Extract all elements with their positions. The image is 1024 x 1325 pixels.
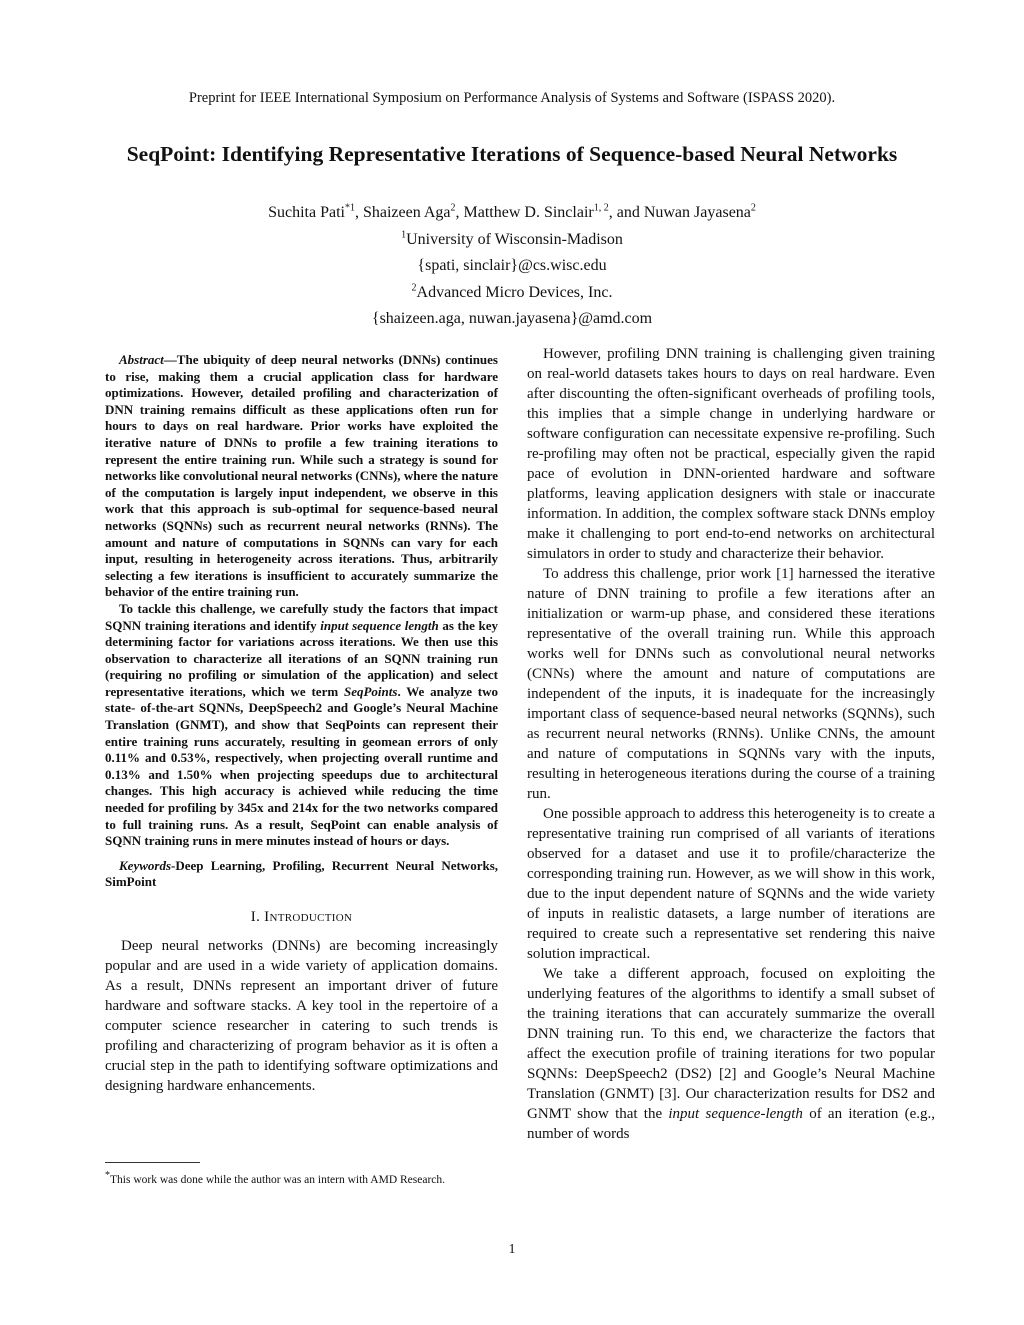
paragraph xyxy=(527,964,935,1144)
footnote-text: This work was done while the author was an intern with AMD Research. xyxy=(110,1174,446,1186)
affiliation-1 xyxy=(0,227,1024,254)
affiliation-mark: 1 xyxy=(401,229,407,241)
emphasis: SeqPoints xyxy=(343,683,398,699)
paragraph: To address this challenge, prior work [1] harnessed the iterative nature of DNN training to profile a few iterations after an initialization or warm-up phase, and considered these iterations representative of the overall training run. While this approach works well for DNNs such as convolutional neural networks (CNNs) where the amount and nature of computations are independent of the inputs, it is inadequate for the increasingly important class of sequence-based neural networks (SQNNs), such as recurrent neural networks (RNNs). Unlike CNNs, the amount and nature of computations in SQNNs vary with the inputs, resulting in heterogeneous iterations during the course of a training run. xyxy=(527,566,935,802)
paragraph: One possible approach to address this heterogeneity is to create a representative training run comprised of all variants of iterations observed for a dataset and use it to profile/characterize the corresponding training run. However, as we will show in this work, due to the input dependent nature of SQNNs and the wide variety of inputs in realistic datasets, a large number of iterations are required to create such a representative set rendering this naive solution impractical. xyxy=(527,806,935,962)
author-name: Suchita Pati xyxy=(268,204,345,221)
paragraph-text: of an iteration (e.g., number of words xyxy=(527,1106,935,1142)
footnote xyxy=(105,1170,446,1186)
abstract xyxy=(105,352,498,891)
affiliation-mark: 1, 2 xyxy=(593,202,609,214)
abstract-label: Abstract xyxy=(119,352,164,367)
page-number: 1 xyxy=(508,1242,516,1257)
preprint-header: Preprint for IEEE International Symposium on Performance Analysis of Systems and Software (ISPASS 2020). xyxy=(188,90,836,106)
affiliation-mark: 2 xyxy=(750,202,756,214)
author-name: , and Nuwan Jayasena xyxy=(608,204,751,221)
author-list xyxy=(0,200,1024,227)
affiliation-name: Advanced Micro Devices, Inc. xyxy=(416,283,613,301)
author-name: , Shaizeen Aga xyxy=(354,204,451,221)
author-block xyxy=(0,200,1024,333)
author-name: , Matthew D. Sinclair xyxy=(455,204,594,221)
left-column xyxy=(105,352,498,1096)
paper-title: SeqPoint: Identifying Representative Iterations of Sequence-based Neural Networks xyxy=(126,142,898,166)
email-2: {shaizeen.aga, nuwan.jayasena}@amd.com xyxy=(371,310,653,327)
footnote-divider xyxy=(105,1162,200,1163)
affiliation-mark: 2 xyxy=(450,202,456,214)
affiliation-mark: 2 xyxy=(411,282,417,294)
abstract-text: To tackle this challenge, we carefully study the factors that impact SQNN training iterations and identify xyxy=(105,600,498,633)
right-column xyxy=(527,344,935,1144)
footnote-mark: * xyxy=(105,1170,110,1182)
keywords-text: -Deep Learning, Profiling, Recurrent Neural Networks, SimPoint xyxy=(105,857,498,890)
keywords xyxy=(105,858,498,891)
emphasis: input sequence-length xyxy=(668,1106,803,1122)
emphasis: input sequence length xyxy=(320,617,439,633)
body-text xyxy=(105,936,498,1096)
abstract-paragraph xyxy=(105,352,498,601)
section-heading: I. Introduction xyxy=(250,909,353,925)
keywords-label: Keywords xyxy=(119,857,171,873)
paragraph-text: We take a different approach, focused on exploiting the underlying features of the algorithms to identify a small subset of the training iterations that can accurately summarize the overall DNN training run. To this end, we characterize the factors that affect the execution profile of training iterations for two popular SQNNs: DeepSpeech2 (DS2) [2] and Google’s Neural Machine Translation (GNMT) [3]. Our characterization results for DS2 and GNMT show that the xyxy=(527,966,935,1122)
abstract-text: . We analyze two state- of-the-art SQNNs, DeepSpeech2 and Google’s Neural Machine Translation (GNMT), and show that SeqPoints can represent their entire training runs accurately, resulting in geomean errors of only 0.11% and 0.53%, respectively, when projecting overall runtime and 0.13% and 1.50% when projecting speedups due to architectural changes. This high accuracy is achieved while reducing the time needed for profiling by 345x and 214x for the two networks compared to full training runs. As a result, SeqPoint can enable analysis of SQNN training runs in mere minutes instead of hours or days. xyxy=(105,683,498,849)
paragraph: However, profiling DNN training is challenging given training on real-world datasets takes hours to days on real hardware. Even after discounting the often-significant overheads of profiling tools, this implies that a simple change in underlying hardware or software configuration can necessitate expensive re-profiling. Such re-profiling may often not be practical, especially given the rapid pace of evolution in DNN-oriented hardware and software platforms, leaving application designers with stale or inaccurate information. In addition, the complex software stack DNNs employ make it challenging to port end-to-end networks on architectural simulators in order to study and characterize their behavior. xyxy=(527,346,935,562)
paragraph: Deep neural networks (DNNs) are becoming increasingly popular and are used in a wide variety of application domains. As a result, DNNs represent an important driver of future hardware and software stacks. A key tool in the repertoire of a computer science researcher in catering to such trends is profiling and characterizing of program behavior as it is often a crucial step in the path to identifying software optimizations and designing hardware enhancements. xyxy=(105,938,498,1094)
email-1: {spati, sinclair}@cs.wisc.edu xyxy=(417,257,607,274)
abstract-paragraph xyxy=(105,601,498,850)
affiliation-2 xyxy=(0,280,1024,307)
abstract-text: as the key determining factor for variations across iterations. We then use this observation to characterize all iterations of an SQNN training run (requiring no profiling or simulation of the application) and select representative iterations, which we term xyxy=(105,617,499,699)
affiliation-mark: *1 xyxy=(344,202,355,214)
affiliation-name: University of Wisconsin-Madison xyxy=(406,230,623,248)
abstract-text: —The ubiquity of deep neural networks (DNNs) continues to rise, making them a crucial application class for hardware optimizations. However, detailed profiling and characterization of DNN training remains difficult as these applications often run for hours to days on real hardware. Prior works have exploited the iterative nature of DNNs to profile a few training iterations to represent the entire training run. While such a strategy is sound for networks like convolutional neural networks (CNNs), where the nature of the computation is largely input independent, we observe in this work that this approach is sub-optimal for sequence-based neural networks (SQNNs) such as recurrent neural networks (RNNs). The amount and nature of computations in SQNNs can vary for each input, resulting in heterogeneity across iterations. Thus, arbitrarily selecting a few iterations is insufficient to accurately summarize the behavior of the entire training run. xyxy=(105,352,498,600)
